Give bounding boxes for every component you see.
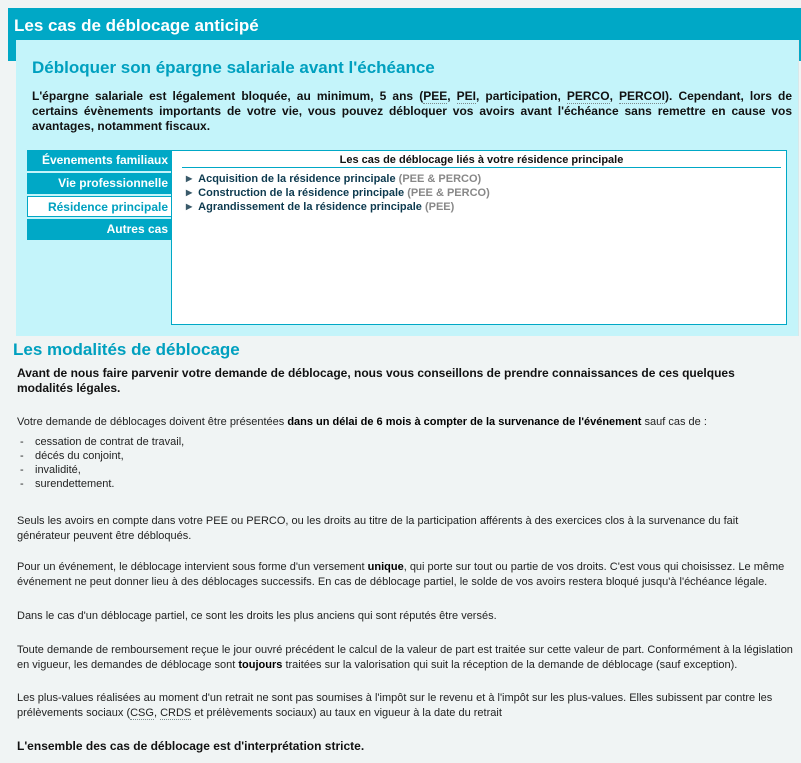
list-item (17, 449, 793, 463)
tab-panel (171, 150, 787, 325)
category-tabs (27, 150, 172, 242)
exception-text: cessation de contrat de travail, (35, 436, 185, 448)
list-item (17, 477, 793, 491)
tab-autres-cas[interactable]: Autres cas (27, 219, 172, 240)
tab-vie-professionnelle[interactable]: Vie professionnelle (27, 173, 172, 194)
text: Les plus-values réalisées au moment d'un retrait ne sont pas soumises à l'impôt sur le revenu et à l'impôt sur les plus-values. Elles subissent par contre les prélèvements sociaux ( (17, 692, 773, 719)
arrow-right-icon: ▶ (186, 174, 193, 183)
text-bold: toujours (238, 659, 283, 671)
abbr-csg[interactable]: CSG (130, 707, 154, 719)
text: Pour un événement, le déblocage intervient sous forme d'un versement (17, 561, 368, 573)
page-title: Les cas de déblocage anticipé (14, 16, 259, 35)
list-item (186, 172, 786, 186)
dash-bullet-icon: - (20, 450, 24, 462)
exception-text: invalidité, (35, 464, 81, 476)
abbr-pee[interactable]: PEE (423, 89, 448, 103)
paragraph-versement (17, 560, 793, 590)
exception-text: décés du conjoint, (35, 450, 124, 462)
text: traitées sur la valorisation qui suit la réception de la demande de déblocage (sauf exception). (282, 659, 738, 671)
case-link[interactable]: Acquisition de la résidence principale (198, 173, 396, 185)
case-list (186, 172, 786, 214)
text: Votre demande de déblocages doivent être présentées (17, 416, 288, 428)
text-bold: dans un délai de 6 mois à compter de la survenance de l'événement (287, 416, 642, 428)
abbr-percoi[interactable]: PERCOI (619, 89, 666, 103)
intro-title: Débloquer son épargne salariale avant l'échéance (32, 58, 435, 77)
plan-tag: (PEE & PERCO) (398, 173, 482, 185)
separator: , (153, 707, 161, 719)
intro-box (16, 40, 799, 336)
separator: , participation, (476, 89, 567, 103)
dash-bullet-icon: - (20, 464, 24, 476)
dash-bullet-icon: - (20, 478, 24, 490)
modalites-section (13, 340, 789, 396)
plan-tag: (PEE & PERCO) (407, 187, 490, 199)
separator: , (609, 89, 619, 103)
list-item (186, 186, 786, 200)
case-link[interactable]: Agrandissement de la résidence principale (198, 201, 422, 213)
paragraph-remboursement (17, 643, 793, 673)
intro-text-part: ). Cependant, lors de certains évènements importants de votre vie, vous pouvez débloquer vos avoirs avant l'échéance sans remettre en cause vos avantages, notamment fiscaux. (32, 89, 792, 133)
tab-evenements-familiaux[interactable]: Évenements familiaux (27, 150, 172, 171)
list-item (17, 463, 793, 477)
paragraph-partiel: Dans le cas d'un déblocage partiel, ce sont les droits les plus anciens qui sont réputés être versés. (17, 610, 497, 622)
text-bold: unique (367, 561, 404, 573)
modalites-title: Les modalités de déblocage (13, 340, 240, 359)
paragraph-delai (17, 415, 793, 430)
intro-text (32, 89, 792, 134)
case-link[interactable]: Construction de la résidence principale (198, 187, 405, 199)
separator: , (447, 89, 457, 103)
text: Toute demande de remboursement reçue le jour ouvré précédent le calcul de la valeur de part est traitée sur cette valeur de part. Conformément à la législation en vigueur, les demandes de déblocage sont (17, 644, 793, 671)
abbr-crds[interactable]: CRDS (160, 707, 192, 719)
text: , qui porte sur tout ou partie de vos droits. C'est vous qui choisissez. Le même événement ne peut donner lieu à des déblocages successifs. En cas de déblocage partiel, le solde de vos avoirs restera bloqué jusqu'à l'échéance légale. (17, 561, 785, 588)
exception-list (17, 435, 793, 491)
panel-title: Les cas de déblocage liés à votre résidence principale (182, 154, 781, 168)
text: sauf cas de : (641, 416, 707, 428)
dash-bullet-icon: - (20, 436, 24, 448)
tab-residence-principale[interactable]: Résidence principale (27, 196, 172, 217)
paragraph-plus-values (17, 691, 793, 721)
intro-text-part: L'épargne salariale est légalement bloquée, au minimum, 5 ans ( (32, 89, 424, 103)
paragraph-avoirs: Seuls les avoirs en compte dans votre PEE ou PERCO, ou les droits au titre de la participation afférents à des exercices clos à la survenance du fait générateur peuvent être débloqués. (17, 515, 739, 542)
exception-text: surendettement. (35, 478, 115, 490)
abbr-pei[interactable]: PEI (456, 89, 476, 103)
abbr-perco[interactable]: PERCO (566, 89, 610, 103)
plan-tag: (PEE) (424, 201, 455, 213)
arrow-right-icon: ▶ (186, 202, 193, 211)
arrow-right-icon: ▶ (186, 188, 193, 197)
list-item (186, 200, 786, 214)
modalites-lead: Avant de nous faire parvenir votre demande de déblocage, nous vous conseillons de prendre connaissances de ces quelques modalités légales. (17, 366, 735, 395)
text: et prélèvements sociaux) au taux en vigueur à la date du retrait (191, 707, 502, 719)
closing-statement: L'ensemble des cas de déblocage est d'interprétation stricte. (17, 739, 365, 753)
list-item (17, 435, 793, 449)
